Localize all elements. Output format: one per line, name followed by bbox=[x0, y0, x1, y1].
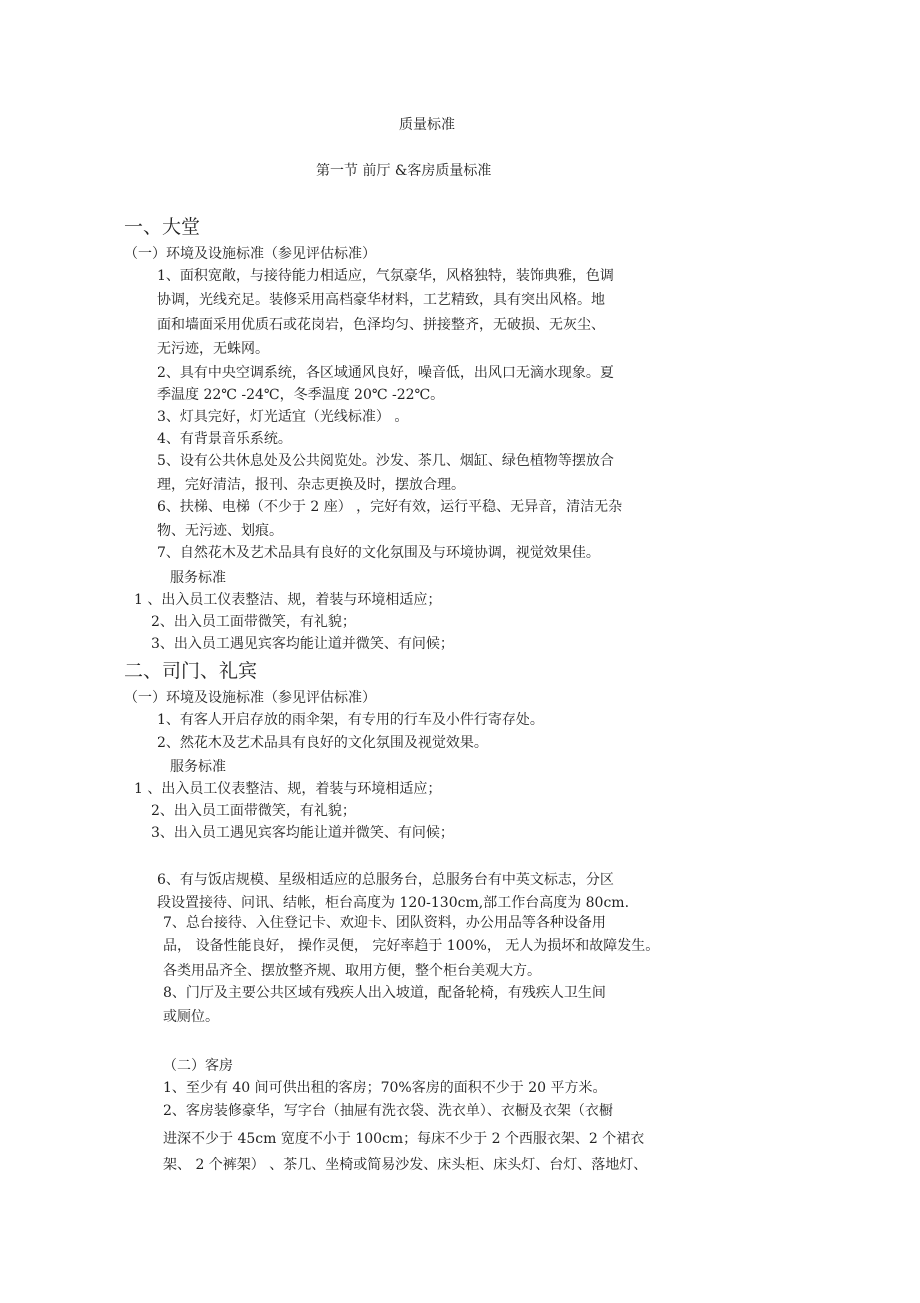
front-desk-line: 或厕位。 bbox=[163, 1009, 219, 1025]
lobby-service-heading: 服务标准 bbox=[170, 570, 226, 586]
front-desk-line: 7、总台接待、入住登记卡、欢迎卡、团队资料，办公用品等各种设备用 bbox=[163, 915, 606, 931]
doorman-service-heading: 服务标准 bbox=[170, 759, 226, 775]
doorman-service-line: 1 、出入员工仪表整洁、规，着装与环境相适应； bbox=[134, 781, 442, 797]
lobby-service-line: 2、出入员工面带微笑，有礼貌； bbox=[151, 614, 356, 630]
doorman-service-line: 3、出入员工遇见宾客均能让道并微笑、有问候； bbox=[151, 825, 454, 841]
lobby-item-line: 理，完好清洁，报刊、杂志更换及时，摆放合理。 bbox=[157, 477, 465, 493]
doorman-heading: 二、司门、礼宾 bbox=[124, 660, 258, 682]
lobby-item-line: 6、扶梯、电梯（不少于 2 座） ，完好有效，运行平稳、无异音，清洁无杂 bbox=[157, 499, 623, 515]
lobby-item-line: 物、无污迹、划痕。 bbox=[157, 523, 283, 539]
lobby-service-line: 3、出入员工遇见宾客均能让道并微笑、有问候； bbox=[151, 636, 454, 652]
front-desk-line: 8、门厅及主要公共区域有残疾人出入坡道，配备轮椅，有残疾人卫生间 bbox=[163, 985, 606, 1001]
lobby-item-line: 7、自然花木及艺术品具有良好的文化氛围及与环境协调，视觉效果佳。 bbox=[157, 545, 600, 561]
doorman-service-line: 2、出入员工面带微笑，有礼貌； bbox=[151, 803, 356, 819]
rooms-item-line: 架、 2 个裤架） 、茶几、坐椅或简易沙发、床头柜、床头灯、台灯、落地灯、 bbox=[163, 1157, 648, 1173]
lobby-item-line: 面和墙面采用优质石或花岗岩，色泽均匀、拼接整齐，无破损、无灰尘、 bbox=[157, 317, 605, 333]
lobby-item-line: 2、具有中央空调系统，各区域通风良好，噪音低，出风口无滴水现象。夏 bbox=[157, 365, 614, 381]
front-desk-line: 段设置接待、问讯、结帐，柜台高度为 120-130cm,部工作台高度为 80cm. bbox=[157, 895, 630, 911]
lobby-env-heading: （一）环境及设施标准（参见评估标准） bbox=[124, 246, 376, 262]
rooms-item-line: 进深不少于 45cm 宽度不小于 100cm；每床不少于 2 个西服衣架、2 个裙衣 bbox=[163, 1131, 645, 1147]
doorman-item-line: 1、有客人开启存放的雨伞架，有专用的行车及小件行寄存处。 bbox=[157, 712, 544, 728]
rooms-heading: （二）客房 bbox=[163, 1058, 233, 1074]
section-title: 第一节 前厅 &客房质量标准 bbox=[316, 163, 492, 179]
rooms-item-line: 2、客房装修豪华，写字台（抽屉有洗衣袋、洗衣单）、衣橱及衣架（衣橱 bbox=[163, 1103, 613, 1119]
front-desk-line: 品， 设备性能良好， 操作灵便， 完好率趋于 100%， 无人为损坏和故障发生。 bbox=[163, 938, 660, 954]
doc-title: 质量标准 bbox=[399, 117, 455, 133]
lobby-heading: 一、大堂 bbox=[124, 216, 201, 238]
lobby-item-line: 季温度 22℃ -24℃，冬季温度 20℃ -22℃。 bbox=[157, 387, 445, 403]
doorman-env-heading: （一）环境及设施标准（参见评估标准） bbox=[124, 690, 376, 706]
lobby-item-line: 1、面积宽敞，与接待能力相适应，气氛豪华，风格独特，装饰典雅，色调 bbox=[157, 268, 614, 284]
front-desk-line: 各类用品齐全、摆放整齐规、取用方便，整个柜台美观大方。 bbox=[163, 963, 541, 979]
lobby-service-line: 1 、出入员工仪表整洁、规，着装与环境相适应； bbox=[134, 592, 442, 608]
lobby-item-line: 协调，光线充足。装修采用高档豪华材料，工艺精致，具有突出风格。地 bbox=[157, 292, 605, 308]
lobby-item-line: 4、有背景音乐系统。 bbox=[157, 431, 292, 447]
lobby-item-line: 无污迹，无蛛网。 bbox=[157, 341, 269, 357]
lobby-item-line: 5、设有公共休息处及公共阅览处。沙发、茶几、烟缸、绿色植物等摆放合 bbox=[157, 453, 614, 469]
lobby-item-line: 3、灯具完好，灯光适宜（光线标准） 。 bbox=[157, 409, 409, 425]
front-desk-line: 6、有与饭店规模、星级相适应的总服务台，总服务台有中英文标志，分区 bbox=[157, 872, 614, 888]
rooms-item-line: 1、至少有 40 间可供出租的客房；70%客房的面积不少于 20 平方米。 bbox=[163, 1080, 607, 1096]
doorman-item-line: 2、然花木及艺术品具有良好的文化氛围及视觉效果。 bbox=[157, 735, 488, 751]
